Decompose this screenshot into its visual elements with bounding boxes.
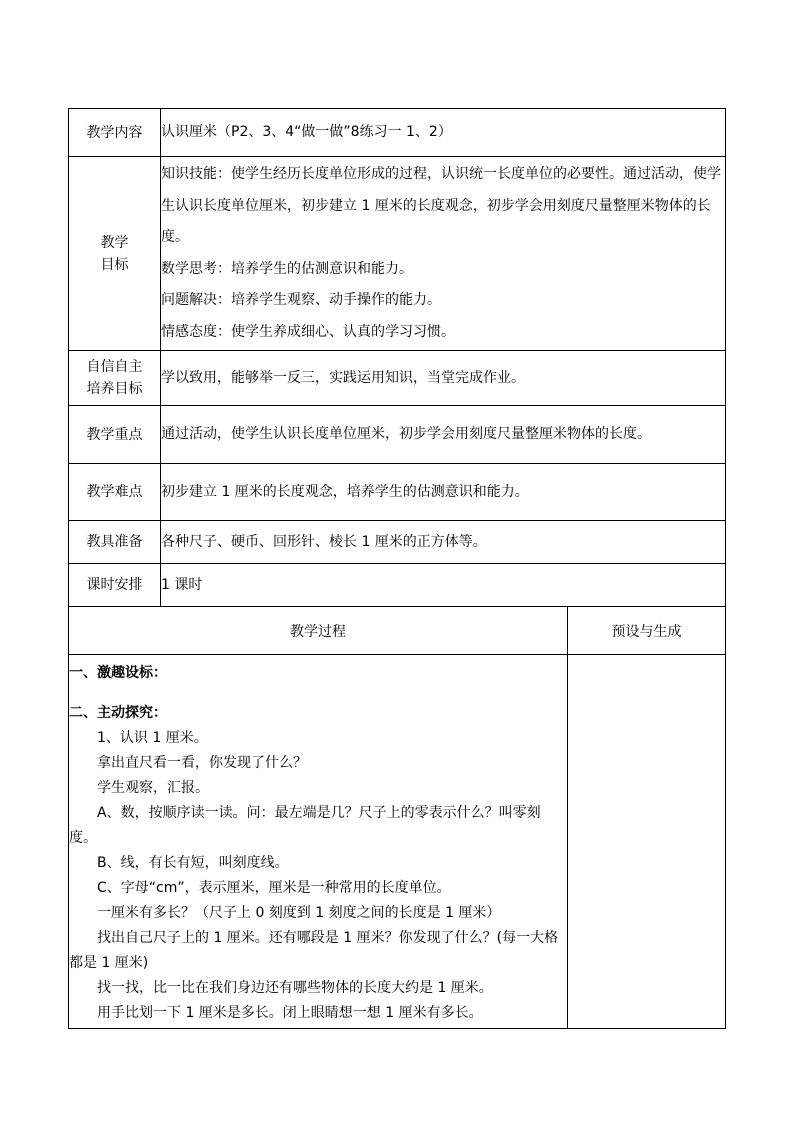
value-content: 认识厘米（P2、3、4“做一做”8练习一 1、2） (161, 109, 726, 157)
objective-attitude: 情感态度：使学生养成细心、认真的学习习惯。 (161, 323, 455, 340)
label-difficult: 教学难点 (69, 464, 161, 521)
process-line: 拿出直尺看一看，你发现了什么？ (97, 755, 307, 771)
process-line: 1、认识 1 厘米。 (97, 730, 208, 746)
label-key: 教学重点 (69, 406, 161, 464)
process-content (69, 655, 568, 1029)
label-content: 教学内容 (69, 109, 161, 157)
section-1: 一、激趣设标： (69, 665, 167, 681)
row-objectives (69, 157, 726, 351)
preset-content (568, 655, 726, 1029)
process-line: B、线，有长有短，叫刻度线。 (97, 855, 289, 871)
section-2: 二、主动探究： (69, 705, 167, 721)
row-content (69, 109, 726, 157)
row-time (69, 564, 726, 607)
objective-thinking: 数学思考：培养学生的估测意识和能力。 (161, 260, 413, 277)
process-line: 用手比划一下 1 厘米是多长。闭上眼睛想一想 1 厘米有多长。 (97, 1005, 483, 1021)
header-process: 教学过程 (69, 607, 568, 655)
label-self-line2: 培养目标 (86, 381, 143, 397)
value-tools: 各种尺子、硬币、回形针、棱长 1 厘米的正方体等。 (161, 521, 726, 564)
value-objectives (161, 157, 726, 351)
value-time: 1 课时 (161, 564, 726, 607)
label-objectives-line1: 教学 (100, 234, 129, 251)
process-line: 找出自己尺子上的 1 厘米。还有哪段是 1 厘米？你发现了什么？(每一大格都是 1 厘米) (69, 930, 559, 971)
objective-problem: 问题解决：培养学生观察、动手操作的能力。 (161, 292, 441, 308)
value-self: 学以致用，能够举一反三，实践运用知识，当堂完成作业。 (161, 351, 726, 406)
process-line: 学生观察，汇报。 (97, 780, 209, 796)
header-preset: 预设与生成 (568, 607, 726, 655)
label-self-line1: 自信自主 (86, 359, 143, 375)
label-objectives-line2: 目标 (100, 256, 129, 273)
row-process (69, 655, 726, 1029)
row-difficult (69, 464, 726, 521)
process-line: A、数，按顺序读一读。问：最左端是几？尺子上的零表示什么？叫零刻度。 (69, 805, 541, 846)
label-tools: 教具准备 (69, 521, 161, 564)
objective-skills: 知识技能：使学生经历长度单位形成的过程，认识统一长度单位的必要性。通过活动，使学生认识长度单位厘米，初步建立 1 厘米的长度观念，初步学会用刻度尺量整厘米物体的长度。 (161, 166, 721, 245)
process-line: 找一找，比一比在我们身边还有哪些物体的长度大约是 1 厘米。 (97, 980, 493, 996)
lesson-plan-table (68, 108, 726, 1029)
label-objectives (69, 157, 161, 351)
process-line: 一厘米有多长？（尺子上 0 刻度到 1 刻度之间的长度是 1 厘米） (97, 905, 501, 921)
value-key: 通过活动，使学生认识长度单位厘米，初步学会用刻度尺量整厘米物体的长度。 (161, 406, 726, 464)
row-process-header (69, 607, 726, 655)
row-key (69, 406, 726, 464)
label-self (69, 351, 161, 406)
label-time: 课时安排 (69, 564, 161, 607)
row-self (69, 351, 726, 406)
row-tools (69, 521, 726, 564)
process-line: C、字母“cm”，表示厘米，厘米是一种常用的长度单位。 (97, 880, 451, 896)
value-difficult: 初步建立 1 厘米的长度观念，培养学生的估测意识和能力。 (161, 464, 726, 521)
